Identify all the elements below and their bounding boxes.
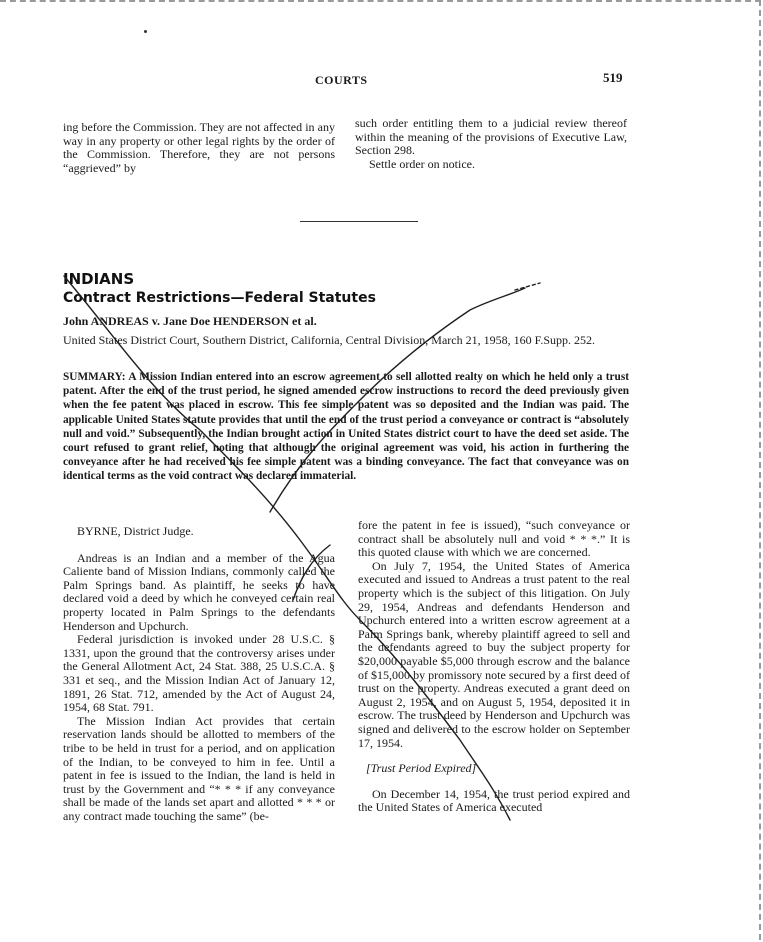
stray-mark <box>144 30 147 33</box>
opinion-paragraph: Andreas is an Indian and a member of the Agua Caliente band of Mission Indians, commonly called the Palm Springs band. As plaintiff, he seeks to have declared void a deed by which he conveyed certain real property located in Palm Springs to the defendants Henderson and Upchurch. <box>63 550 335 633</box>
opinion-paragraph: On July 7, 1954, the United States of America executed and issued to Andreas a trust patent to the real property which is the subject of this litigation. On July 29, 1954, Andreas and defendants Henderson and Upchurch entered into a written escrow agreement at a Palm Springs bank, whereby plaintiff agreed to sell and the defendants agreed to buy the subject property for $20,000 payable $5,000 through escrow and the balance of $15,000 by promissory note secured by a first deed of trust on the property. Andreas executed a grant deed on August 2, 1954, and on August 5, 1954, deposited it in escrow. The trust deed by Henderson and Upchurch was signed and delivered to the escrow holder on September 17, 1954. <box>358 558 630 750</box>
page-number: 519 <box>603 70 623 85</box>
case-topic-heading: INDIANS <box>63 270 135 288</box>
opinion-paragraph: On December 14, 1954, the trust period expired and the United States of America executed <box>358 786 630 815</box>
case-name: John ANDREAS v. Jane Doe HENDERSON et al. <box>63 314 317 328</box>
case-subtopic-heading: Contract Restrictions—Federal Statutes <box>63 290 376 306</box>
section-divider <box>300 221 418 222</box>
section-subheading: [Trust Period Expired] <box>366 761 477 776</box>
opinion-right-column <box>358 519 630 815</box>
prior-opinion-left-column <box>63 121 335 175</box>
judge-line: BYRNE, District Judge. <box>77 524 194 538</box>
running-head: COURTS <box>315 73 368 87</box>
prior-opinion-left-text: ing before the Commission. They are not affected in any way in any property or other legal rights by the order of the Commission. Therefore, they are not persons “aggrieved” by <box>63 120 335 175</box>
prior-opinion-right-text: such order entitling them to a judicial review thereof within the meaning of the provisions of Executive Law, Section 298. <box>355 116 627 158</box>
opinion-paragraph: Federal jurisdiction is invoked under 28 U.S.C. § 1331, upon the ground that the controversy arises under the General Allotment Act, 24 Stat. 388, 25 U.S.C.A. § 331 et seq., and the Mission Indian Act of January 12, 1891, 26 Stat. 712, amended by the Act of August 24, 1954, 68 Stat. 791. <box>63 632 335 715</box>
prior-opinion-right-column <box>355 117 627 171</box>
case-citation: United States District Court, Southern District, California, Central Division, March 21, 1958, 160 F.Supp. 252. <box>63 333 595 347</box>
opinion-paragraph-continued: fore the patent in fee is issued), “such conveyance or contract shall be absolutely null and void * * *.” It is this quoted clause with which we are concerned. <box>358 518 630 560</box>
opinion-left-column <box>63 525 335 823</box>
case-summary: SUMMARY: A Mission Indian entered into an escrow agreement to sell allotted realty on which he held only a trust patent. After the end of the trust period, he signed amended escrow instructions to record the deed previously given when the fee patent was placed in escrow. This fee simple patent was so deposited and the Indian was paid. The applicable United States statute provides that until the end of the trust period a conveyance or contract is “absolutely null and void.” Subsequently, the Indian brought action in United States district court to have the deed set aside. The court refused to grant relief, noting that although the original agreement was void, his action in furthering the conveyance after he had received his fee simple patent was a binding conveyance. The fact that conveyance was on identical terms as the void contract was declared immaterial. <box>63 371 629 483</box>
prior-opinion-closing: Settle order on notice. <box>369 156 475 171</box>
opinion-paragraph: The Mission Indian Act provides that certain reservation lands should be allotted to members of the tribe to be held in trust for a period, and on application of the Indian, to be conveyed to him in fee. Until a patent in fee is issued to the Indian, the land is held in trust by the Government and “* * * if any conveyance shall be made of the lands set apart and allotted * * * or any contract made touching the same” (be- <box>63 713 335 823</box>
